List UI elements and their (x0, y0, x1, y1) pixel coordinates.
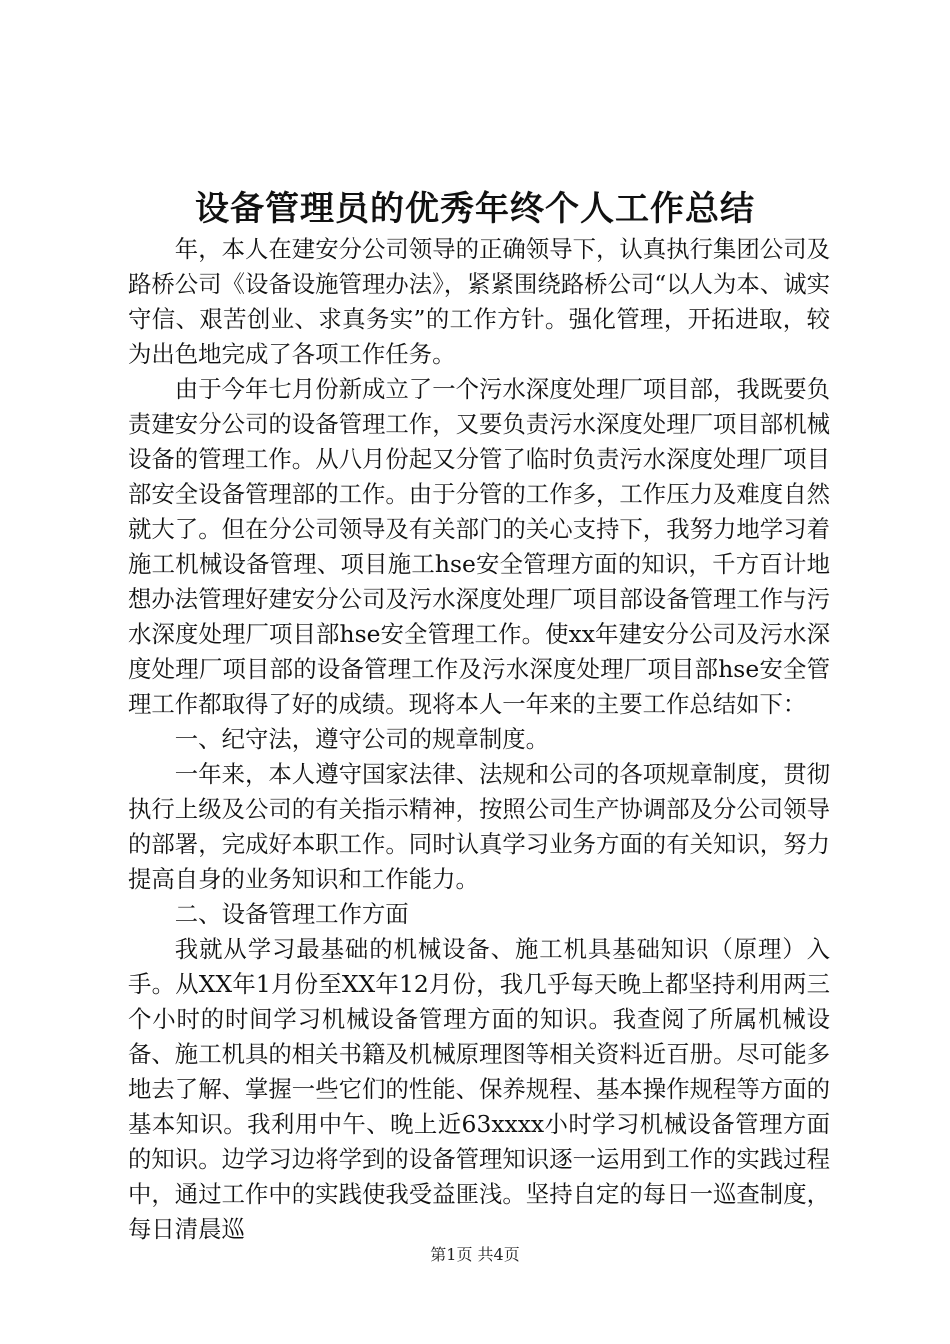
paragraph-equipment-management: 我就从学习最基础的机械设备、施工机具基础知识（原理）入手。从XX年1月份至XX年12月份，我几乎每天晚上都坚持利用两三个小时的时间学习机械设备管理方面的知识。我查阅了所属机械设备、施工机具的相关书籍及机械原理图等相关资料近百册。尽可能多地去了解、掌握一些它们的性能、保养规程、基本操作规程等方面的基本知识。我利用中午、晚上近63xxxx小时学习机械设备管理方面的知识。边学习边将学到的设备管理知识逐一运用到工作的实践过程中，通过工作中的实践使我受益匪浅。坚持自定的每日一巡查制度，每日清晨巡 (128, 935, 830, 1243)
paragraph-discipline: 一年来，本人遵守国家法律、法规和公司的各项规章制度，贯彻执行上级及公司的有关指示精神，按照公司生产协调部及分公司领导的部署，完成好本职工作。同时认真学习业务方面的有关知识，努力提高自身的业务知识和工作能力。 (128, 760, 830, 893)
section-heading-1: 一、纪守法，遵守公司的规章制度。 (174, 725, 550, 753)
section-heading-2: 二、设备管理工作方面 (174, 900, 409, 928)
page-number-footer: 第1页 共4页 (430, 1245, 520, 1264)
document-body (128, 232, 830, 1247)
paragraph-background: 由于今年七月份新成立了一个污水深度处理厂项目部，我既要负责建安分公司的设备管理工作，又要负责污水深度处理厂项目部机械设备的管理工作。从八月份起又分管了临时负责污水深度处理厂项目部安全设备管理部的工作。由于分管的工作多，工作压力及难度自然就大了。但在分公司领导及有关部门的关心支持下，我努力地学习着施工机械设备管理、项目施工hse安全管理方面的知识，千方百计地想办法管理好建安分公司及污水深度处理厂项目部设备管理工作与污水深度处理厂项目部hse安全管理工作。使xx年建安分公司及污水深度处理厂项目部的设备管理工作及污水深度处理厂项目部hse安全管理工作都取得了好的成绩。现将本人一年来的主要工作总结如下： (128, 375, 830, 718)
document-title: 设备管理员的优秀年终个人工作总结 (195, 189, 755, 229)
paragraph-intro: 年，本人在建安分公司领导的正确领导下，认真执行集团公司及路桥公司《设备设施管理办法》，紧紧围绕路桥公司“以人为本、诚实守信、艰苦创业、求真务实”的工作方针。强化管理，开拓进取，较为出色地完成了各项工作任务。 (128, 235, 830, 368)
